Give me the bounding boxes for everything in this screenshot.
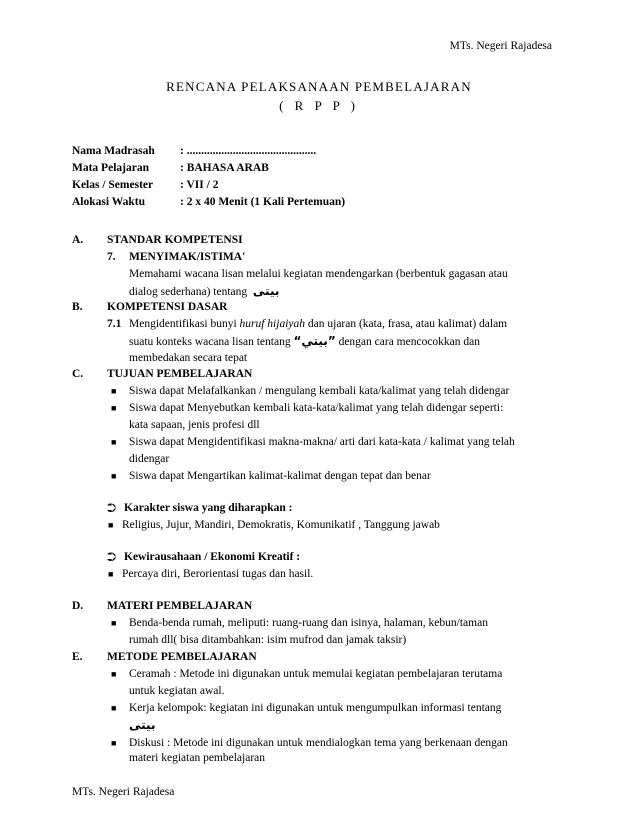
sub-number: 7. xyxy=(107,251,116,263)
identity-value: : ............................................. xyxy=(180,145,317,157)
section-letter: C. xyxy=(72,368,84,380)
header-school: MTs. Negeri Rajadesa xyxy=(449,40,552,52)
identity-label: Alokasi Waktu xyxy=(72,196,145,208)
identity-label: Mata Pelajaran xyxy=(72,162,149,174)
sub-number: 7.1 xyxy=(107,318,122,330)
list-item-cont: materi kegiatan pembelajaran xyxy=(129,752,266,764)
section-title: STANDAR KOMPETENSI xyxy=(107,234,243,246)
text: dan ujaran (kata, frasa, atau kalimat) dalam xyxy=(305,318,508,330)
list-item: Siswa dapat Mengartikan kalimat-kalimat dengan tepat dan benar xyxy=(129,470,431,482)
identity-value: : BAHASA ARAB xyxy=(180,162,269,174)
section-letter: E. xyxy=(72,651,83,663)
section-letter: B. xyxy=(72,301,83,313)
section-title: TUJUAN PEMBELAJARAN xyxy=(107,368,253,380)
list-item-cont: kata sapaan, jenis profesi dll xyxy=(129,419,260,431)
section-a-heading xyxy=(72,232,243,248)
list-item-cont: untuk kegiatan awal. xyxy=(129,685,225,697)
section-title: KOMPETENSI DASAR xyxy=(107,301,228,313)
square-bullet-icon: ■ xyxy=(111,437,117,447)
section-b-heading xyxy=(72,299,227,315)
section-letter: D. xyxy=(72,600,84,612)
text: Mengidentifikasi bunyi xyxy=(129,318,240,330)
identity-label: Nama Madrasah xyxy=(72,145,155,157)
identity-value: : 2 x 40 Menit (1 Kali Pertemuan) xyxy=(180,196,346,208)
identity-row xyxy=(72,143,316,159)
square-bullet-icon: ■ xyxy=(111,386,117,396)
section-e-heading xyxy=(72,649,257,665)
section-title: MATERI PEMBELAJARAN xyxy=(107,600,253,612)
square-bullet-icon: ■ xyxy=(111,703,117,713)
karakter-title: Karakter siswa yang diharapkan : xyxy=(124,502,293,514)
section-a-text2 xyxy=(129,283,279,300)
text: suatu konteks wacana lisan tentang xyxy=(129,336,294,348)
identity-value: : VII / 2 xyxy=(180,179,219,191)
page-title: RENCANA PELAKSANAAN PEMBELAJARAN xyxy=(166,79,472,94)
list-item: Siswa dapat Mengidentifikasi makna-makna/ arti dari kata-kata / kalimat yang telah xyxy=(129,436,515,448)
list-item: Benda-benda rumah, meliputi: ruang-ruang dan isinya, halaman, kebun/taman xyxy=(129,617,488,629)
section-c-heading xyxy=(72,366,252,382)
text: dialog sederhana) tentang xyxy=(129,286,248,298)
square-bullet-icon: ■ xyxy=(111,669,117,679)
section-b-text2 xyxy=(129,333,480,350)
square-bullet-icon: ■ xyxy=(111,618,117,628)
identity-row xyxy=(72,160,269,176)
section-a-text: Memahami wacana lisan melalui kegiatan mendengarkan (berbentuk gagasan atau xyxy=(129,268,508,280)
section-b-sub xyxy=(107,316,507,332)
footer-school: MTs. Negeri Rajadesa xyxy=(72,786,175,798)
text: dengan cara mencocokkan dan xyxy=(335,336,481,348)
square-bullet-icon: ■ xyxy=(108,569,114,579)
list-item-cont: didengar xyxy=(129,453,170,465)
text-italic: huruf hijaiyah xyxy=(239,318,306,330)
identity-row xyxy=(72,177,218,193)
list-item: Siswa dapat Menyebutkan kembali kata-kata/kalimat yang telah didengar seperti: xyxy=(129,402,504,414)
sub-title: MENYIMAK/ISTIMA' xyxy=(129,251,246,263)
arabic-text: بيتى xyxy=(252,284,280,298)
section-a-sub xyxy=(107,249,245,265)
kewira-title: Kewirausahaan / Ekonomi Kreatif : xyxy=(124,551,301,563)
section-title: METODE PEMBELAJARAN xyxy=(107,651,257,663)
list-item: Kerja kelompok: kegiatan ini digunakan untuk mengumpulkan informasi tentang xyxy=(129,702,502,714)
list-item: Ceramah : Metode ini digunakan untuk memulai kegiatan pembelajaran terutama xyxy=(129,668,503,680)
square-bullet-icon: ■ xyxy=(111,403,117,413)
page-subtitle: ( R P P ) xyxy=(279,98,359,113)
arabic-text: بيتى xyxy=(129,718,156,732)
list-item: Diskusi : Metode ini digunakan untuk mendialogkan tema yang berkenaan dengan xyxy=(129,737,508,749)
arrow-right-icon: ⮊ xyxy=(107,501,117,515)
identity-row xyxy=(72,194,345,210)
section-d-heading xyxy=(72,598,252,614)
list-item-cont: rumah dll( bisa ditambahkan: isim mufrod dan jamak taksir) xyxy=(129,634,407,646)
square-bullet-icon: ■ xyxy=(111,738,117,748)
section-letter: A. xyxy=(72,234,84,246)
kewira-item: Percaya diri, Berorientasi tugas dan hasil. xyxy=(122,568,314,580)
list-item: Siswa dapat Melafalkankan / mengulang kembali kata/kalimat yang telah didengar xyxy=(129,385,510,397)
square-bullet-icon: ■ xyxy=(111,471,117,481)
karakter-item: Religius, Jujur, Mandiri, Demokratis, Komunikatif , Tanggung jawab xyxy=(122,519,440,531)
arrow-right-icon: ⮊ xyxy=(107,550,117,564)
arabic-text: “بيتي” xyxy=(293,334,336,348)
section-b-text3: membedakan secara tepat xyxy=(129,352,248,364)
square-bullet-icon: ■ xyxy=(108,520,114,530)
identity-label: Kelas / Semester xyxy=(72,179,154,191)
